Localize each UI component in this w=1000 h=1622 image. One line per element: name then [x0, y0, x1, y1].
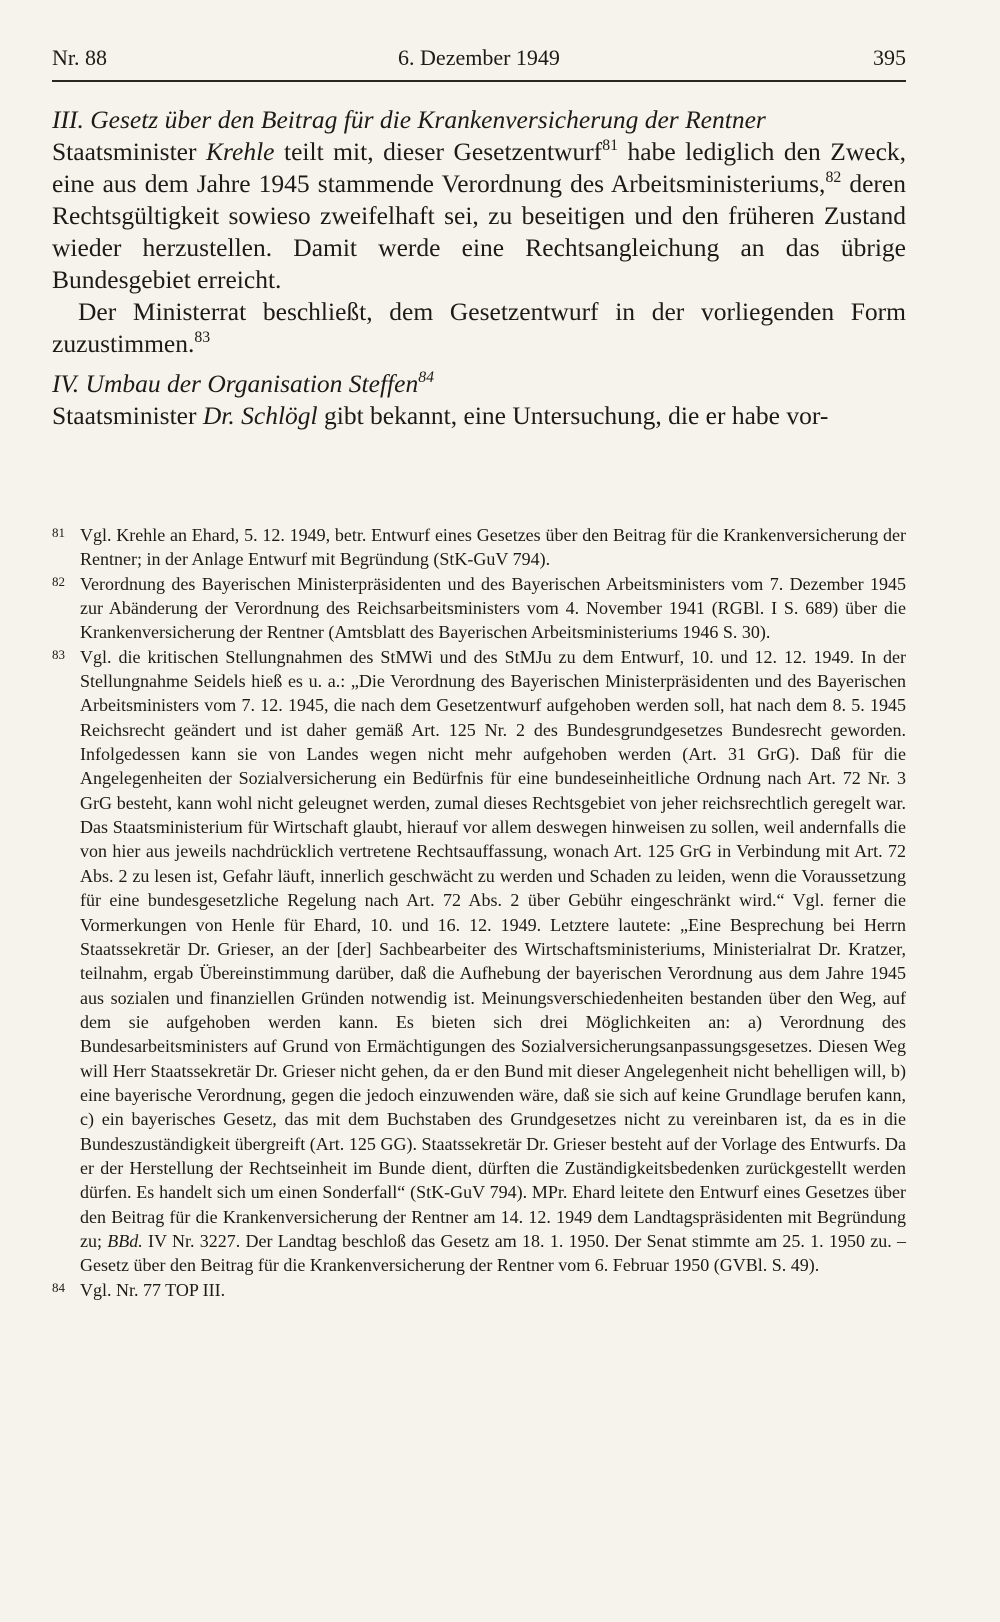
section-heading-iv	[52, 368, 906, 400]
minister-name: Krehle	[206, 137, 275, 166]
section-iii-paragraph-1	[52, 136, 906, 296]
header-date: 6. Dezember 1949	[398, 45, 560, 70]
section-iii-paragraph-2	[52, 296, 906, 360]
footnote-text: Vgl. die kritischen Stellungnahmen des StMWi und des StMJu zu dem Entwurf, 10. und 12. 12. 1949. In der Stellungnahme Seidels hieß es u. a.: „Die Verordnung des Bayerischen Ministerpräsidenten und des Bayerischen Arbeitsministers vom 7. 12. 1945, die nach dem Gesetzentwurf aufgehoben werden soll, hat nach dem 8. 5. 1945 Reichsrecht geändert und ist daher gemäß Art. 125 Nr. 2 des Bundesgrundgesetzes Bundesrecht geworden. Infolgedessen kann sie von Landes wegen nicht mehr aufgehoben werden (Art. 31 GrG). Daß für die Angelegenheiten der Sozialversicherung ein Bedürfnis für eine bundeseinheitliche Ordnung nach Art. 72 Nr. 3 GrG besteht, kann wohl nicht geleugnet werden, zumal dieses Rechtsgebiet von jeher reichsrechtlich geregelt war. Das Staatsministerium für Wirtschaft glaubt, hierauf vor allem deswegen hinweisen zu sollen, weil andernfalls die von hier aus jeweils nachdrücklich vertretene Rechtsauffassung, wonach Art. 125 GrG in Verbindung mit Art. 72 Abs. 2 zu lesen ist, Gefahr läuft, innerlich geschwächt zu werden und Schaden zu leiden, wenn die Voraussetzung für eine bundesgesetzliche Regelung nach Art. 72 Abs. 2 über Gebühr eingeschränkt wird.“ Vgl. ferner die Vormerkungen von Henle für Ehard, 10. und 16. 12. 1949. Letztere lautete: „Eine Besprechung bei Herrn Staatssekretär Dr. Grieser, an der [der] Sachbearbeiter des Wirtschaftsministeriums, Ministerialrat Dr. Kratzer, teilnahm, ergab Übereinstimmung darüber, daß die Aufhebung der bayerischen Verordnung aus dem Jahre 1945 aus sozialen und finanziellen Gründen notwendig ist. Meinungsverschiedenheiten bestanden über den Weg, auf dem sie aufgehoben werden kann. Es bieten sich drei Möglichkeiten an: a) Verordnung des Bundesarbeitsministers auf Grund von Ermächtigungen des Sozialversicherungsanpassungsgesetzes. Diesen Weg will Herr Staatssekretär Dr. Grieser nicht gehen, da er den Bund mit dieser Angelegenheit nicht behelligen will, b) eine bayerische Verordnung, gegen die jedoch einzuwenden wäre, daß sie sich auf keine Grundlage berufen kann, c) ein bayerisches Gesetz, das mit dem Buchstaben des Grundgesetzes nicht zu vereinbaren ist, da es in die Bundeszuständigkeit übergreift (Art. 125 GG). Staatssekretär Dr. Grieser besteht auf der Vorlage des Entwurfs. Da er der Herstellung der Rechtseinheit im Bunde dient, dürften die Zuständigkeitsbedenken zurückgestellt werden dürfen. Es handelt sich um einen Sonderfall“ (StK-GuV 794). MPr. Ehard leitete den Entwurf eines Gesetzes über den Beitrag für die Krankenversicherung der Rentner am 14. 12. 1949 dem Landtagspräsidenten mit Begründung zu;	[80, 646, 906, 1251]
footnote-ref: 84	[418, 369, 434, 387]
footnote-number: 83	[52, 646, 65, 662]
text: teilt mit, dieser Gesetzentwurf	[274, 137, 603, 166]
footnote-text: Vgl. Krehle an Ehard, 5. 12. 1949, betr. Entwurf eines Gesetzes über den Beitrag für die Krankenversicherung der Rentner; in der Anlage Entwurf mit Begründung (StK-GuV 794).	[80, 525, 906, 570]
text: Der Ministerrat beschließt, dem Gesetzentwurf in der vorliegenden Form zuzustimmen.	[52, 297, 906, 358]
main-text	[52, 104, 906, 432]
heading-text: IV. Umbau der Organisation Steffen	[52, 369, 419, 398]
text: gibt bekannt, eine Untersuchung, die er habe vor-	[317, 401, 829, 430]
footnote-ref: 81	[602, 137, 618, 155]
footnote-82	[52, 572, 906, 645]
footnote-number: 84	[52, 1279, 65, 1295]
page-number: 395	[873, 45, 906, 70]
footnote-text: Vgl. Nr. 77 TOP III.	[80, 1279, 226, 1300]
text: Staatsminister	[52, 137, 207, 166]
footnote-number: 81	[52, 525, 65, 540]
footnote-number: 82	[52, 573, 65, 589]
footnotes	[52, 523, 906, 1302]
footnote-84	[52, 1278, 906, 1302]
footnote-ref: 83	[194, 329, 211, 347]
footnote-italic: BBd.	[107, 1230, 143, 1251]
section-iv-paragraph-1	[52, 400, 906, 432]
footnote-ref: 82	[825, 169, 842, 187]
footnote-83	[52, 645, 906, 1278]
running-header	[52, 44, 906, 82]
text: deren Rechtsgültigkeit sowieso zweifelhaft sei, zu beseitigen und den früheren Zustand wieder herzustellen. Damit werde eine Rechtsangleichung an das übrige Bundesgebiet erreicht.	[52, 169, 906, 294]
footnote-text: Verordnung des Bayerischen Ministerpräsidenten und des Bayerischen Arbeitsministers vom 7. Dezember 1945 zur Abänderung der Verordnung des Reichsarbeitsministers vom 4. November 1941 (RGBl. I S. 689) über die Krankenversicherung der Rentner (Amtsblatt des Bayerischen Arbeitsministeriums 1946 S. 30).	[80, 573, 906, 643]
footnote-81	[52, 523, 906, 572]
text: habe lediglich den Zweck, eine aus dem Jahre 1945 stammende Verordnung des Arbeitsministeriums,	[52, 137, 907, 198]
footnote-text: IV Nr. 3227. Der Landtag beschloß das Gesetz am 18. 1. 1950. Der Senat stimmte am 25. 1. 1950 zu. – Gesetz über den Beitrag für die Krankenversicherung der Rentner vom 6. Februar 1950 (GVBl. S. 49).	[80, 1230, 906, 1276]
issue-number: Nr. 88	[52, 45, 107, 70]
minister-name: Dr. Schlögl	[202, 401, 318, 430]
section-heading-iii: III. Gesetz über den Beitrag für die Krankenversicherung der Rentner	[52, 105, 766, 134]
text: Staatsminister	[52, 401, 203, 430]
